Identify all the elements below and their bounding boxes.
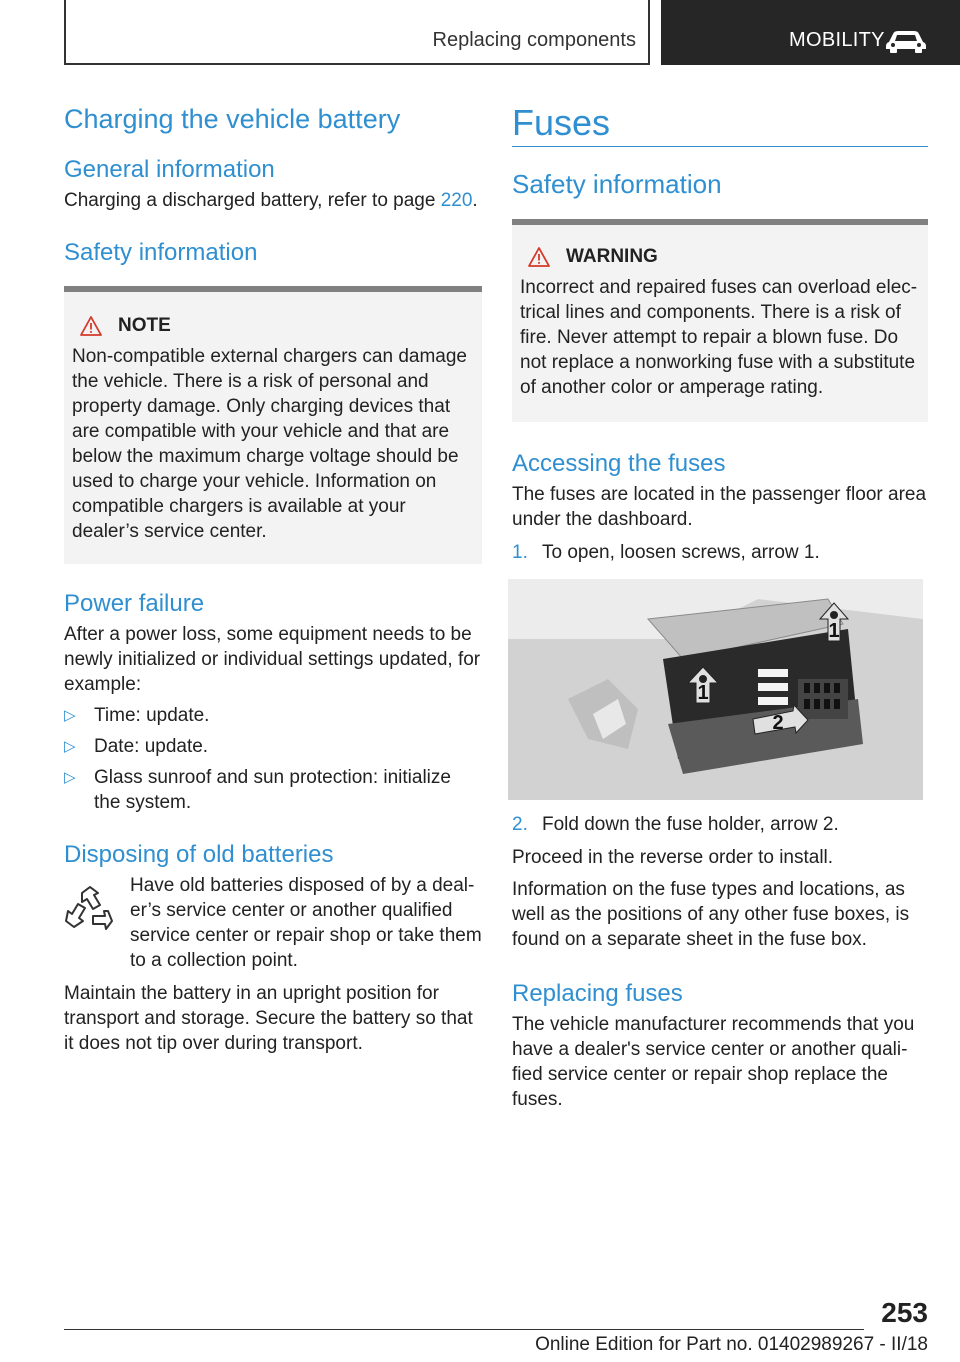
power-failure-text: After a power loss, some equipment needs to be newly initialized or individual settings updated, for example: [64,624,481,695]
list-item: 1. To open, loosen screws, arrow 1. [512,542,820,563]
maintain-text: Maintain the battery in an upright position for transport and storage. Secure the battery so that it does not tip over during transport. [64,983,473,1054]
battery-section-title: Charging the vehicle battery [64,104,401,134]
note-label: NOTE [118,315,171,336]
recycle-icon [64,873,130,973]
accessing-text: The fuses are located in the passenger floor area under the dashboard. [512,484,927,530]
chapter-title: MOBILITY [789,29,885,51]
accessing-heading: Accessing the fuses [512,450,726,477]
power-list [64,703,482,815]
warning-text: Incorrect and repaired fuses can overload elec‐trical lines and components. There is a risk of fire. Never attempt to repair a blown fuse. Do not replace a nonworking fuse with a substitute of another color or amperage rating. [520,277,918,398]
info-text: Information on the fuse types and locations, as well as the positions of any other fuse boxes, is found on a separate sheet in the fuse box. [512,879,910,950]
list-item: ▷ Glass sunroof and sun protection: initialize the system. [64,767,451,813]
footer-rule [64,1329,864,1330]
note-text: Non-compatible external chargers can damage the vehicle. There is a risk of personal and property damage. Only charging devices that are compatible with your vehicle and that are below the maximum charge voltage should be used to charge your vehicle. Information on compatible chargers is available at your dealer’s service center. [72,346,467,542]
replacing-text: The vehicle manufacturer recommends that you have a dealer's service center or another quali‐fied service center or repair shop replace the fuses. [512,1014,915,1110]
warning-box [512,225,928,422]
safety-heading-left: Safety information [64,239,258,266]
footer-edition: Online Edition for Part no. 01402989267 - II/18 [535,1334,928,1355]
general-info-heading: General information [64,156,275,183]
disposing-text: Have old batteries disposed of by a deal‐er’s service center or another qualified service center or repair shop or take them to a collection point. [130,875,482,971]
fuses-title: Fuses [512,102,611,143]
section-title: Replacing components [432,29,636,51]
recycle-block [64,873,482,973]
steps-list-2 [512,812,928,837]
list-item: ▷ Time: update. [64,705,210,726]
header-chapter-box [661,0,960,65]
note-box [64,292,482,564]
list-item: 2. Fold down the fuse holder, arrow 2. [512,814,839,835]
page-link[interactable]: 220 [440,190,473,211]
fuse-box-photo [508,579,923,800]
safety-heading-right: Safety information [512,169,722,199]
header-section-box [64,0,650,65]
replacing-heading: Replacing fuses [512,980,683,1007]
steps-list-1 [512,540,928,565]
page-number: 253 [881,1297,928,1328]
arrow-label-2: 2 [772,712,784,734]
arrow-label-1a: 1 [828,620,840,642]
warning-triangle-icon [80,316,102,336]
left-column [64,100,482,1056]
list-item: ▷ Date: update. [64,736,209,757]
disposing-heading: Disposing of old batteries [64,841,334,868]
right-column [512,100,928,1112]
warning-triangle-icon [528,247,550,267]
car-icon [885,28,927,59]
title-rule [512,146,928,147]
general-info-text: Charging a discharged battery, refer to page 220. [64,190,478,211]
reverse-text: Proceed in the reverse order to install. [512,847,834,868]
arrow-label-1b: 1 [697,682,709,704]
warning-label: WARNING [566,246,658,267]
power-failure-heading: Power failure [64,590,205,617]
